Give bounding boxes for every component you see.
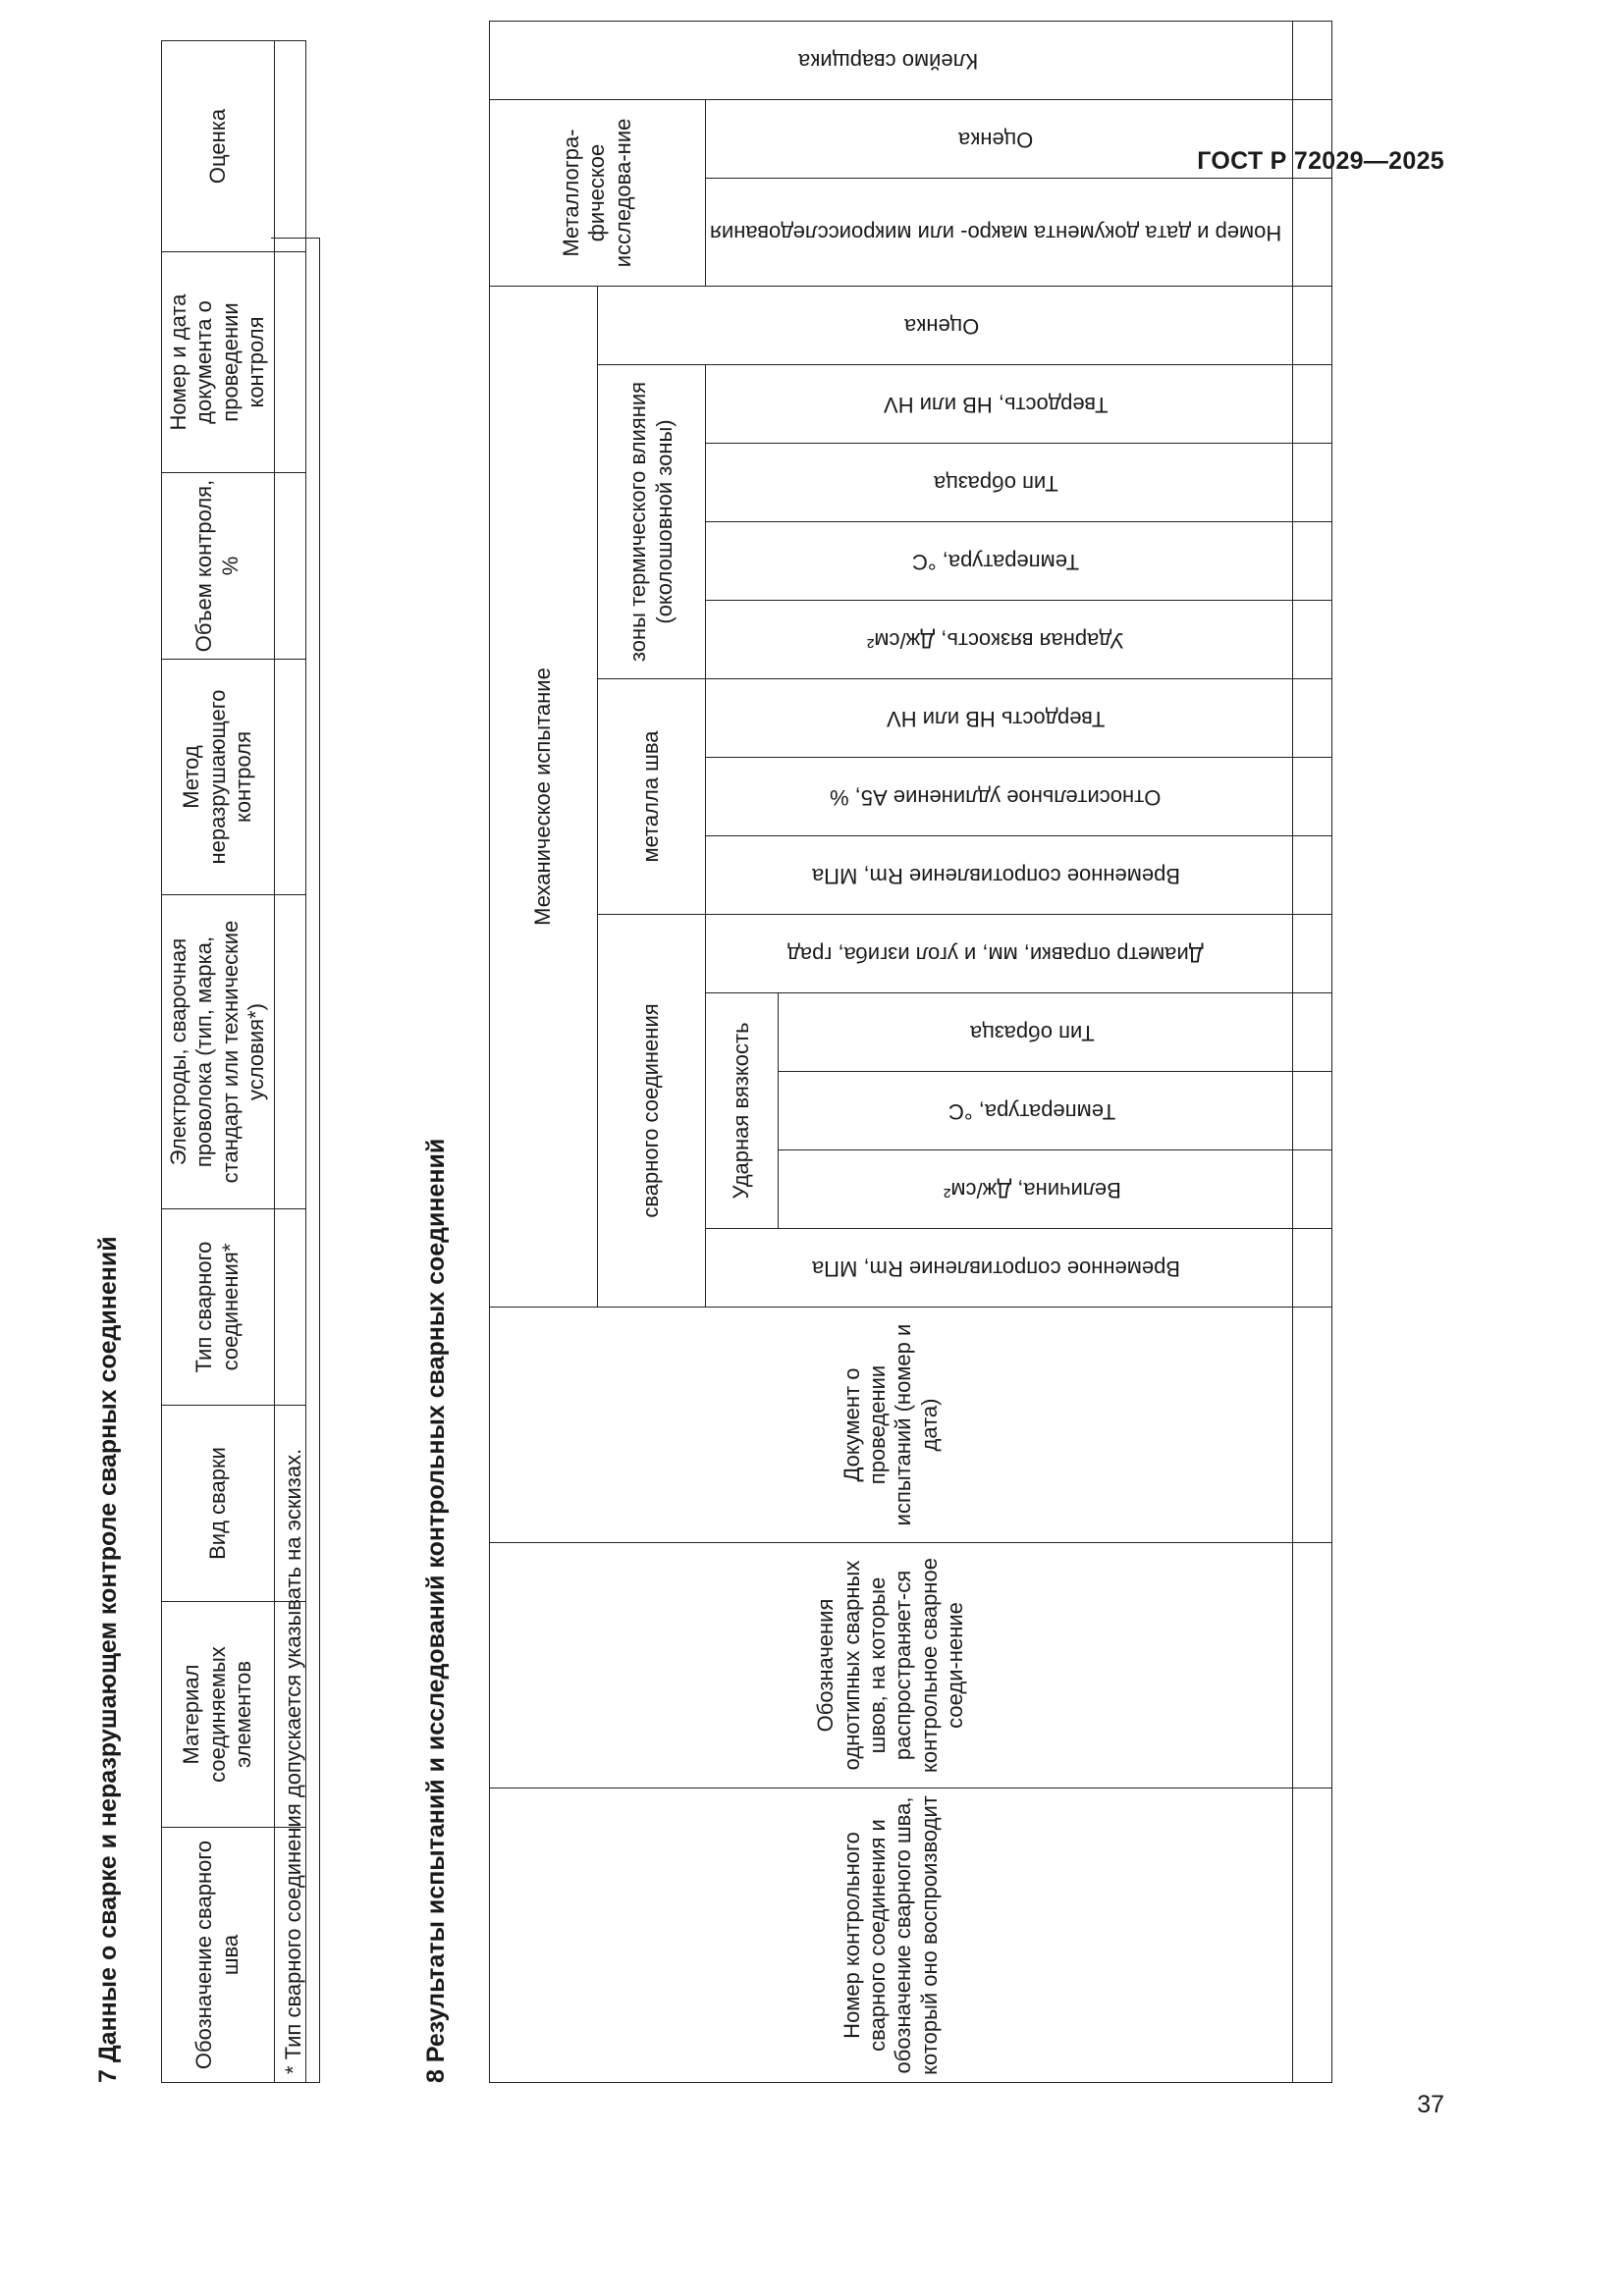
metallographic-header: Металлогра-фическое исследова-ние bbox=[490, 99, 706, 286]
col-evaluation: Оценка bbox=[162, 41, 275, 252]
section8-table bbox=[489, 21, 1332, 2083]
wm-tensile-column: Временное сопротивление Rm, МПа bbox=[706, 836, 1293, 915]
section7-footnote: * Тип сварного соединения допускается указывать на эскизах. bbox=[271, 238, 320, 2083]
sj-impact-specimen-column: Тип образца bbox=[779, 993, 1292, 1072]
weld-metal-header: металла шва bbox=[598, 679, 706, 915]
section7-title: 7 Данные о сварке и неразрушающем контроле сварных соединений bbox=[94, 1236, 122, 2083]
col-same-type-welds: Обозначения однотипных сварных швов, на которые распространяет-ся контрольное сварное соеди-нение bbox=[490, 1543, 1293, 1789]
welder-mark-column: Клеймо сварщика bbox=[490, 21, 1293, 99]
impact-strength-header: Ударная вязкость bbox=[706, 993, 779, 1229]
haz-hardness-column: Твердость, НВ или НV bbox=[706, 365, 1293, 444]
mechanical-test-header: Механическое испытание bbox=[490, 286, 598, 1307]
metallo-evaluation-column: Оценка bbox=[706, 99, 1293, 178]
haz-header: зоны термического влияния (околошовной зоны) bbox=[598, 365, 706, 679]
rotated-landscape-content bbox=[94, 48, 1282, 2083]
sj-tensile-column: Временное сопротивление Rm, МПа bbox=[706, 1229, 1293, 1308]
col-electrodes: Электроды, сварочная проволока (тип, марка, стандарт или технические условия*) bbox=[162, 895, 275, 1209]
sj-impact-temp-column: Температура, °С bbox=[779, 1072, 1292, 1150]
haz-specimen-column: Тип образца bbox=[706, 444, 1293, 522]
haz-temp-column: Температура, °С bbox=[706, 522, 1293, 601]
sj-bend-column: Диаметр оправки, мм, и угол изгиба, град bbox=[706, 915, 1293, 993]
col-material: Материал соединяемых элементов bbox=[162, 1602, 275, 1828]
sj-impact-value-column: Величина, Дж/см² bbox=[779, 1150, 1292, 1229]
welded-joint-header: сварного соединения bbox=[598, 915, 706, 1308]
col-control-joint-number: Номер контрольного сварного соединения и обозначение сварного шва, который оно воспроизводит bbox=[490, 1789, 1293, 2083]
section8-title: 8 Результаты испытаний и исследований контрольных сварных соединений bbox=[422, 1138, 450, 2083]
col-joint-type: Тип сварного соединения* bbox=[162, 1209, 275, 1406]
table-row bbox=[1292, 21, 1331, 2082]
col-ndt-method: Метод неразрушающего контроля bbox=[162, 660, 275, 895]
document-code: ГОСТ Р 72029—2025 bbox=[1197, 147, 1444, 175]
wm-hardness-column: Твердость НВ или НV bbox=[706, 679, 1293, 758]
metallo-doc-column: Номер и дата документа макро- или микроисследования bbox=[706, 178, 1293, 286]
col-control-document: Номер и дата документа о проведении контроля bbox=[162, 252, 275, 473]
mech-evaluation-column: Оценка bbox=[598, 286, 1293, 364]
haz-impact-column: Ударная вязкость, Дж/см² bbox=[706, 601, 1293, 679]
col-control-volume: Объем контроля, % bbox=[162, 473, 275, 660]
col-test-document: Документ о проведении испытаний (номер и дата) bbox=[490, 1308, 1293, 1543]
wm-elongation-column: Относительное удлинение A5, % bbox=[706, 758, 1293, 836]
col-welding-type: Вид сварки bbox=[162, 1406, 275, 1602]
col-weld-designation: Обозначение сварного шва bbox=[162, 1828, 275, 2083]
page-number: 37 bbox=[1417, 2091, 1444, 2118]
